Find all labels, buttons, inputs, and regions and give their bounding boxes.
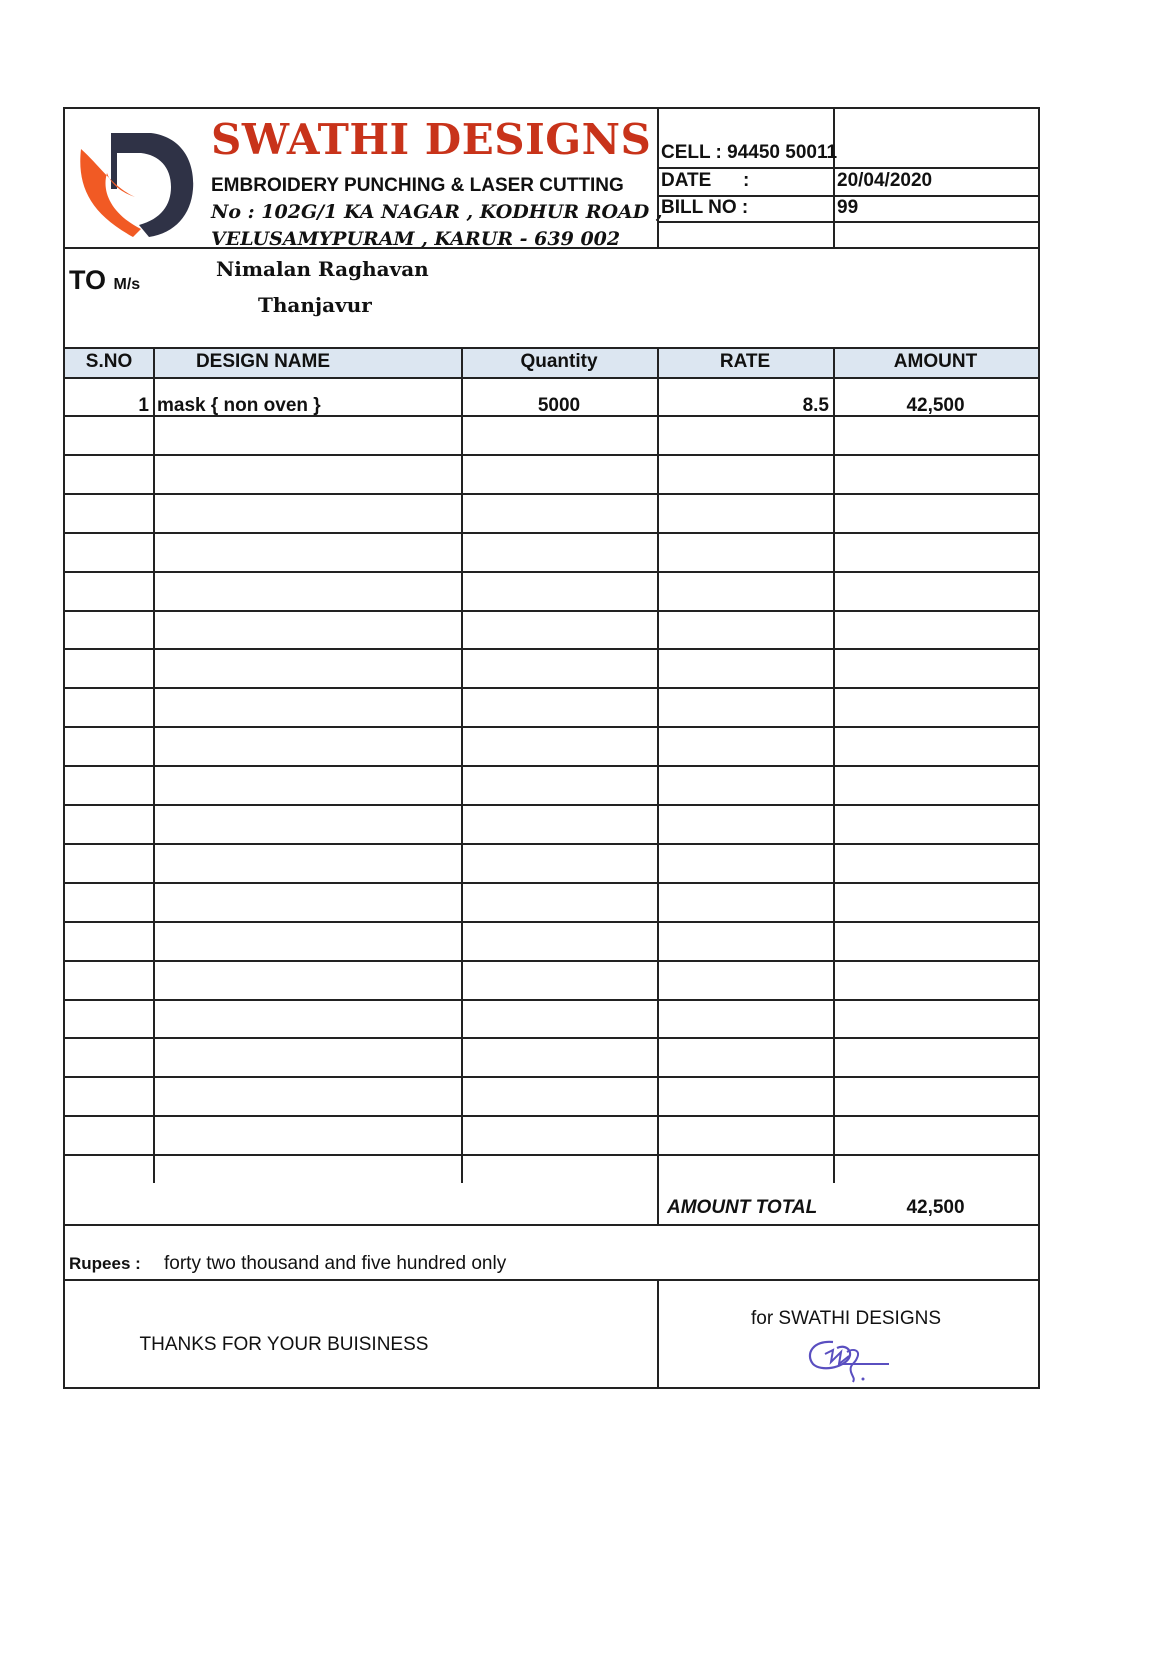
row1-design: mask { non oven }	[157, 395, 321, 416]
table-row-line	[65, 726, 1038, 728]
table-row-line	[65, 687, 1038, 689]
bill-no-label: BILL NO :	[661, 197, 749, 218]
table-row-line	[65, 454, 1038, 456]
col-header-amount: AMOUNT	[893, 351, 978, 372]
ms-text: M/s	[113, 276, 141, 293]
col-header-sno: S.NO	[85, 351, 133, 372]
date-label: DATE :	[661, 170, 750, 191]
invoice	[63, 107, 1040, 1389]
amount-total-value: 42,500	[906, 1197, 965, 1218]
meta-divider-right	[833, 109, 835, 247]
table-row-line	[65, 999, 1038, 1001]
row1-quantity: 5000	[537, 395, 581, 416]
row1-amount: 42,500	[906, 395, 965, 416]
table-row-line	[65, 1115, 1038, 1117]
rupees-label: Rupees :	[69, 1254, 141, 1273]
table-row-line	[65, 610, 1038, 612]
table-top-line	[65, 347, 1038, 349]
company-logo-icon	[79, 129, 197, 243]
table-row-line	[65, 765, 1038, 767]
table-row-line	[65, 1037, 1038, 1039]
row1-sno: 1	[138, 395, 149, 416]
amount-total-label: AMOUNT TOTAL	[667, 1197, 818, 1218]
col-header-design: DESIGN NAME	[195, 351, 331, 372]
header-divider	[65, 247, 1038, 249]
col-divider	[657, 347, 659, 1224]
company-address-line2: VELUSAMYPURAM , KARUR - 639 002	[211, 228, 621, 250]
cell-number: CELL : 94450 50011	[661, 142, 838, 163]
to-label	[69, 265, 140, 296]
table-row-line	[65, 493, 1038, 495]
meta-line	[657, 221, 1038, 223]
row1-rate: 8.5	[802, 395, 829, 416]
bill-no-value: 99	[837, 197, 859, 218]
footer-divider	[657, 1279, 659, 1389]
meta-line	[657, 167, 1038, 169]
amount-in-words: forty two thousand and five hundred only	[164, 1253, 507, 1274]
table-header-line	[65, 377, 1038, 379]
company-tagline: EMBROIDERY PUNCHING & LASER CUTTING	[211, 175, 624, 196]
col-header-quantity: Quantity	[520, 351, 598, 372]
meta-divider-left	[657, 109, 659, 247]
for-company: for SWATHI DESIGNS	[750, 1308, 942, 1329]
total-line	[65, 1224, 1038, 1226]
table-row-line	[65, 1076, 1038, 1078]
footer-line	[65, 1279, 1038, 1281]
signature-icon	[803, 1334, 889, 1384]
table-row-line	[65, 960, 1038, 962]
table-row-line	[65, 1154, 1038, 1156]
customer-name: Nimalan Raghavan	[216, 257, 429, 281]
customer-city: Thanjavur	[258, 293, 372, 317]
thanks-message: THANKS FOR YOUR BUISINESS	[139, 1334, 429, 1355]
table-row-line	[65, 532, 1038, 534]
to-text: TO	[69, 265, 107, 295]
table-row-line	[65, 648, 1038, 650]
date-value: 20/04/2020	[837, 170, 933, 191]
table-row-line	[65, 882, 1038, 884]
company-address-line1: No : 102G/1 KA NAGAR , KODHUR ROAD ,	[211, 201, 663, 223]
table-row-line	[65, 571, 1038, 573]
company-name: SWATHI DESIGNS	[211, 115, 652, 164]
table-row-line	[65, 843, 1038, 845]
table-row-line	[65, 921, 1038, 923]
col-header-rate: RATE	[719, 351, 771, 372]
table-row-line	[65, 804, 1038, 806]
